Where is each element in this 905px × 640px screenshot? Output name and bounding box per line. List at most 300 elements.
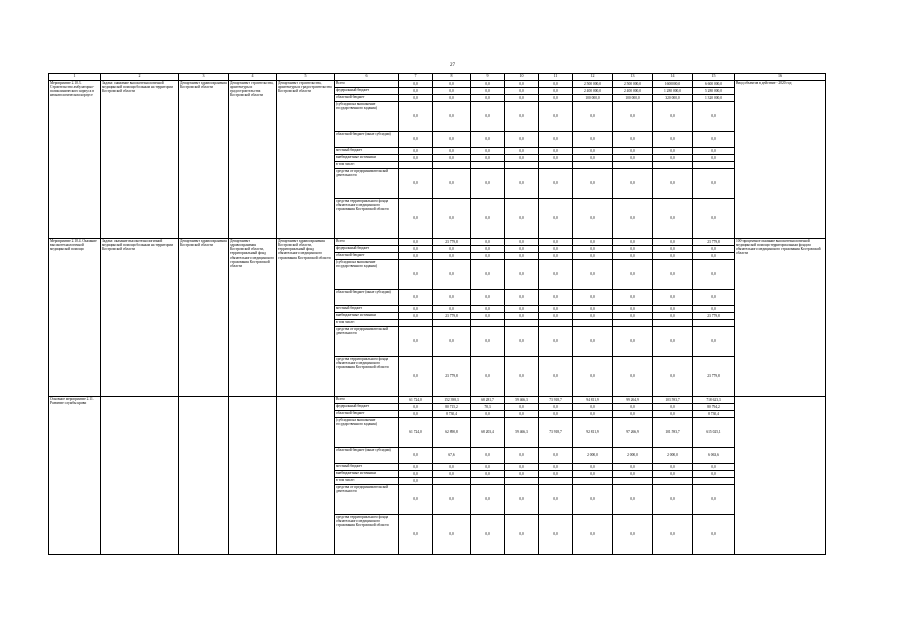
value-cell <box>653 478 693 485</box>
value-cell: 0,0 <box>539 95 573 102</box>
value-cell: 0,0 <box>693 155 735 162</box>
block-3-c2 <box>101 397 179 555</box>
value-cell: 5 280 000,0 <box>693 88 735 95</box>
value-cell: 6 600 000,0 <box>693 81 735 88</box>
value-cell: 0,0 <box>653 515 693 555</box>
funding-source-label: областной бюджет (иные субсидии) <box>335 132 399 148</box>
value-cell: 0,0 <box>399 88 433 95</box>
value-cell: 2 500 000,0 <box>573 81 613 88</box>
funding-source-label: федеральный бюджет <box>335 404 399 411</box>
column-number-10: 10 <box>505 74 539 81</box>
value-cell <box>573 320 613 327</box>
value-cell <box>505 478 539 485</box>
block-3-c4 <box>229 397 277 555</box>
value-cell: 0,0 <box>653 404 693 411</box>
value-cell: 0,0 <box>505 471 539 478</box>
block-1-c5: Департамент строительства, архитектуры и градостроительства Костромской области <box>277 81 335 239</box>
value-cell: 0,0 <box>613 404 653 411</box>
value-cell: 0,0 <box>653 327 693 357</box>
column-number-16: 16 <box>735 74 826 81</box>
value-cell: 62 890,8 <box>433 418 471 448</box>
value-cell: 0,0 <box>505 260 539 290</box>
value-cell: 23 779,8 <box>433 239 471 246</box>
value-cell: 0,0 <box>653 132 693 148</box>
value-cell <box>653 162 693 169</box>
value-cell: 103 593,7 <box>653 397 693 404</box>
value-cell: 0,0 <box>613 148 653 155</box>
value-cell: 6 063,6 <box>693 448 735 464</box>
value-cell: 0,0 <box>653 253 693 260</box>
value-cell: 0,0 <box>471 411 505 418</box>
funding-source-label: средства территориального фонда обязательного медицинского страхования Костромской области <box>335 515 399 555</box>
funding-source-label: Всего <box>335 239 399 246</box>
funding-source-label: областной бюджет <box>335 411 399 418</box>
value-cell: 2 000,0 <box>613 448 653 464</box>
value-cell: 0,0 <box>505 290 539 306</box>
value-cell: 0,0 <box>471 471 505 478</box>
value-cell: 0,0 <box>539 357 573 397</box>
value-cell: 0,0 <box>471 239 505 246</box>
value-cell: 0,0 <box>399 148 433 155</box>
value-cell: 68 203,4 <box>471 418 505 448</box>
value-cell: 2 000,0 <box>653 448 693 464</box>
value-cell: 0,0 <box>693 260 735 290</box>
value-cell: 615 025,1 <box>693 418 735 448</box>
value-cell: 0,0 <box>653 155 693 162</box>
value-cell: 0,0 <box>573 313 613 320</box>
value-cell: 0,0 <box>693 471 735 478</box>
value-cell: 0,0 <box>613 253 653 260</box>
column-number-15: 15 <box>693 74 735 81</box>
value-cell: 0,0 <box>653 246 693 253</box>
value-cell: 61 724,0 <box>399 418 433 448</box>
funding-source-label: средства территориального фонда обязательного медицинского страхования Костромской области <box>335 357 399 397</box>
funding-source-label: областной бюджет <box>335 253 399 260</box>
block-2-c3: Департамент здравоохранения Костромской области <box>179 239 229 397</box>
value-cell: 0,0 <box>433 95 471 102</box>
value-cell: 78,3 <box>471 404 505 411</box>
value-cell: 0,0 <box>539 404 573 411</box>
value-cell: 23 779,8 <box>693 357 735 397</box>
value-cell: 67,6 <box>433 448 471 464</box>
value-cell <box>505 320 539 327</box>
funding-source-label: средства от предпринимательской деятельности <box>335 327 399 357</box>
value-cell: 0,0 <box>399 327 433 357</box>
value-cell: 0,0 <box>613 327 653 357</box>
value-cell: 0,0 <box>471 357 505 397</box>
value-cell: 0,0 <box>573 148 613 155</box>
value-cell: 0,0 <box>471 102 505 132</box>
value-cell: 0,0 <box>613 357 653 397</box>
value-cell: 0,0 <box>653 199 693 239</box>
value-cell: 0,0 <box>653 306 693 313</box>
value-cell: 0,0 <box>693 327 735 357</box>
value-cell: 0,0 <box>505 239 539 246</box>
value-cell: 0,0 <box>573 253 613 260</box>
value-cell: 23 779,8 <box>433 313 471 320</box>
funding-source-label: внебюджетные источники <box>335 471 399 478</box>
block-3-result <box>735 397 826 555</box>
value-cell: 0,0 <box>613 260 653 290</box>
value-cell <box>505 162 539 169</box>
value-cell: 0,0 <box>399 155 433 162</box>
funding-source-label: в том числе: <box>335 478 399 485</box>
value-cell: 0,0 <box>539 464 573 471</box>
block-1-c1: Мероприятие 2.10.3. Строительство амбулаторно-поликлинического корпуса в неонатологическом корпусе <box>49 81 101 239</box>
value-cell: 0,0 <box>613 464 653 471</box>
value-cell: 0,0 <box>539 411 573 418</box>
value-cell: 0,0 <box>653 357 693 397</box>
value-cell: 0,0 <box>505 313 539 320</box>
value-cell: 0,0 <box>539 81 573 88</box>
value-cell: 0,0 <box>505 155 539 162</box>
value-cell: 0,0 <box>539 313 573 320</box>
funding-source-label: внебюджетные источники <box>335 313 399 320</box>
value-cell: 0,0 <box>573 306 613 313</box>
value-cell: 8 730,4 <box>433 411 471 418</box>
value-cell: 0,0 <box>471 169 505 199</box>
funding-source-label: местный бюджет <box>335 148 399 155</box>
block-2-c5: Департамент здравоохранения Костромской области, территориальный фонд обязательного медицинского страхования Костромской области <box>277 239 335 397</box>
value-cell: 0,0 <box>539 199 573 239</box>
value-cell: 0,0 <box>539 88 573 95</box>
value-cell: 0,0 <box>471 148 505 155</box>
value-cell: 0,0 <box>433 246 471 253</box>
value-cell: 0,0 <box>505 95 539 102</box>
value-cell: 0,0 <box>505 169 539 199</box>
value-cell: 0,0 <box>539 148 573 155</box>
value-cell: 101 593,7 <box>653 418 693 448</box>
value-cell: 0,0 <box>399 411 433 418</box>
funding-source-label: федеральный бюджет <box>335 88 399 95</box>
value-cell: 0,0 <box>613 102 653 132</box>
funding-source-label: средства территориального фонда обязательного медицинского страхования Костромской области <box>335 199 399 239</box>
value-cell: 0,0 <box>613 246 653 253</box>
value-cell: 0,0 <box>471 81 505 88</box>
value-cell: 0,0 <box>433 169 471 199</box>
value-cell: 0,0 <box>399 478 433 485</box>
value-cell: 0,0 <box>573 411 613 418</box>
value-cell: 0,0 <box>653 485 693 515</box>
value-cell: 97 266,9 <box>613 418 653 448</box>
value-cell: 0,0 <box>613 239 653 246</box>
value-cell: 0,0 <box>613 485 653 515</box>
value-cell: 80 794,2 <box>693 404 735 411</box>
value-cell: 73 918,7 <box>539 397 573 404</box>
value-cell: 0,0 <box>693 485 735 515</box>
funding-source-label: федеральный бюджет <box>335 246 399 253</box>
value-cell: 0,0 <box>505 253 539 260</box>
column-number-12: 12 <box>573 74 613 81</box>
value-cell: 0,0 <box>505 246 539 253</box>
value-cell: 0,0 <box>693 199 735 239</box>
value-cell <box>693 162 735 169</box>
value-cell: 0,0 <box>573 239 613 246</box>
funding-source-label: Всего <box>335 397 399 404</box>
block-3-c1: Основное мероприятие 2.11. Развитие службы крови <box>49 397 101 555</box>
value-cell: 0,0 <box>471 327 505 357</box>
value-cell: 0,0 <box>399 169 433 199</box>
value-cell: 0,0 <box>539 515 573 555</box>
table-row <box>49 239 826 246</box>
column-number-7: 7 <box>399 74 433 81</box>
value-cell <box>539 478 573 485</box>
value-cell: 0,0 <box>573 260 613 290</box>
block-2-c4: Департамент здравоохранения Костромской области, территориальный фонд обязательного медицинского страхования Костромской области <box>229 239 277 397</box>
value-cell: 0,0 <box>505 81 539 88</box>
value-cell: 0,0 <box>539 169 573 199</box>
value-cell: 0,0 <box>573 199 613 239</box>
value-cell <box>433 320 471 327</box>
value-cell: 0,0 <box>539 246 573 253</box>
page-number: 27 <box>450 63 455 68</box>
block-2-c1: Мероприятие 2.10.4. Оказание высокотехнологичной медицинской помощи <box>49 239 101 397</box>
value-cell: 0,0 <box>693 169 735 199</box>
value-cell: 0,0 <box>653 148 693 155</box>
value-cell: 0,0 <box>399 239 433 246</box>
value-cell: 0,0 <box>471 155 505 162</box>
value-cell: 0,0 <box>399 246 433 253</box>
value-cell: 0,0 <box>433 253 471 260</box>
column-number-3: 3 <box>179 74 229 81</box>
value-cell: 0,0 <box>573 327 613 357</box>
value-cell: 0,0 <box>471 515 505 555</box>
value-cell: 0,0 <box>433 327 471 357</box>
value-cell: 0,0 <box>433 199 471 239</box>
value-cell: 0,0 <box>399 132 433 148</box>
value-cell: 0,0 <box>433 260 471 290</box>
funding-source-label: областной бюджет <box>335 95 399 102</box>
table-body <box>49 81 826 555</box>
value-cell: 0,0 <box>471 464 505 471</box>
value-cell: 0,0 <box>693 290 735 306</box>
value-cell: 0,0 <box>471 260 505 290</box>
value-cell: 0,0 <box>693 132 735 148</box>
value-cell: 0,0 <box>471 485 505 515</box>
funding-source-label: средства от предпринимательской деятельности <box>335 169 399 199</box>
value-cell: 23 779,8 <box>693 313 735 320</box>
value-cell: 152 398,3 <box>433 397 471 404</box>
funding-source-label: (субсидии на выполнение государственного задания) <box>335 102 399 132</box>
value-cell: 0,0 <box>693 464 735 471</box>
value-cell: 0,0 <box>505 306 539 313</box>
funding-source-label: средства от предпринимательской деятельности <box>335 485 399 515</box>
value-cell: 0,0 <box>613 132 653 148</box>
value-cell: 0,0 <box>399 199 433 239</box>
value-cell: 0,0 <box>539 239 573 246</box>
block-3-c5 <box>277 397 335 555</box>
value-cell: 0,0 <box>433 485 471 515</box>
funding-source-label: (субсидии на выполнение государственного задания) <box>335 418 399 448</box>
value-cell: 0,0 <box>505 327 539 357</box>
value-cell <box>433 162 471 169</box>
value-cell <box>539 320 573 327</box>
funding-source-label: областной бюджет (иные субсидии) <box>335 290 399 306</box>
value-cell: 0,0 <box>613 313 653 320</box>
program-table <box>48 73 826 555</box>
value-cell: 0,0 <box>433 148 471 155</box>
value-cell: 2 400 000,0 <box>613 88 653 95</box>
table-row <box>49 397 826 404</box>
block-1-c2: Задача: снижение высокотехнологичной медицинской помощи больным на территории Костромской области <box>101 81 179 239</box>
value-cell: 0,0 <box>399 253 433 260</box>
value-cell: 0,0 <box>573 515 613 555</box>
value-cell: 0,0 <box>433 81 471 88</box>
value-cell: 0,0 <box>505 357 539 397</box>
block-2-result: 100-процентное оказание высокотехнологичной медицинской помощи территориальным фондом обязательного медицинского страхования Костромской области <box>735 239 826 397</box>
value-cell: 0,0 <box>653 411 693 418</box>
value-cell: 0,0 <box>433 102 471 132</box>
value-cell: 0,0 <box>539 102 573 132</box>
value-cell: 0,0 <box>613 199 653 239</box>
value-cell: 2 500 000,0 <box>613 81 653 88</box>
value-cell: 0,0 <box>653 169 693 199</box>
value-cell: 0,0 <box>613 169 653 199</box>
column-number-2: 2 <box>101 74 179 81</box>
value-cell: 0,0 <box>471 306 505 313</box>
funding-source-label: местный бюджет <box>335 306 399 313</box>
value-cell: 0,0 <box>539 260 573 290</box>
value-cell: 73 918,7 <box>539 418 573 448</box>
value-cell: 320 000,0 <box>653 95 693 102</box>
value-cell: 0,0 <box>471 253 505 260</box>
value-cell: 0,0 <box>399 357 433 397</box>
value-cell: 0,0 <box>539 448 573 464</box>
funding-source-label: в том числе: <box>335 162 399 169</box>
value-cell: 0,0 <box>573 404 613 411</box>
value-cell: 0,0 <box>471 313 505 320</box>
value-cell: 23 779,8 <box>693 239 735 246</box>
value-cell: 0,0 <box>433 306 471 313</box>
value-cell: 0,0 <box>539 253 573 260</box>
value-cell: 0,0 <box>573 102 613 132</box>
value-cell: 0,0 <box>573 357 613 397</box>
value-cell: 0,0 <box>399 515 433 555</box>
value-cell: 23 779,8 <box>433 357 471 397</box>
block-2-c2: Задача: оказание высокотехнологичной медицинской помощи больным на территории Костромской области <box>101 239 179 397</box>
value-cell: 0,0 <box>433 471 471 478</box>
value-cell <box>653 320 693 327</box>
value-cell: 0,0 <box>573 464 613 471</box>
value-cell: 92 811,9 <box>573 418 613 448</box>
value-cell: 0,0 <box>505 448 539 464</box>
value-cell: 0,0 <box>399 464 433 471</box>
value-cell: 0,0 <box>433 290 471 306</box>
value-cell: 0,0 <box>653 313 693 320</box>
value-cell: 0,0 <box>399 313 433 320</box>
value-cell: 2 000,0 <box>573 448 613 464</box>
value-cell: 0,0 <box>573 290 613 306</box>
value-cell: 99 264,9 <box>613 397 653 404</box>
value-cell: 0,0 <box>471 88 505 95</box>
value-cell: 0,0 <box>573 155 613 162</box>
value-cell: 0,0 <box>653 102 693 132</box>
value-cell: 0,0 <box>433 88 471 95</box>
value-cell: 0,0 <box>693 102 735 132</box>
value-cell: 0,0 <box>693 246 735 253</box>
column-number-11: 11 <box>539 74 573 81</box>
column-number-8: 8 <box>433 74 471 81</box>
value-cell: 0,0 <box>505 411 539 418</box>
value-cell: 0,0 <box>693 515 735 555</box>
value-cell: 0,0 <box>505 88 539 95</box>
funding-source-label: Всего <box>335 81 399 88</box>
column-number-13: 13 <box>613 74 653 81</box>
value-cell: 0,0 <box>505 132 539 148</box>
value-cell: 2 400 000,0 <box>573 88 613 95</box>
column-number-9: 9 <box>471 74 505 81</box>
value-cell: 94 811,9 <box>573 397 613 404</box>
value-cell <box>471 162 505 169</box>
value-cell <box>399 320 433 327</box>
column-number-4: 4 <box>229 74 277 81</box>
value-cell: 718 623,3 <box>693 397 735 404</box>
value-cell: 0,0 <box>399 471 433 478</box>
value-cell: 0,0 <box>505 148 539 155</box>
value-cell: 0,0 <box>653 260 693 290</box>
value-cell <box>573 162 613 169</box>
value-cell: 0,0 <box>433 155 471 162</box>
funding-source-label: областной бюджет (иные субсидии) <box>335 448 399 464</box>
value-cell: 0,0 <box>573 169 613 199</box>
funding-source-label: местный бюджет <box>335 464 399 471</box>
value-cell: 8 730,4 <box>693 411 735 418</box>
value-cell: 0,0 <box>399 102 433 132</box>
value-cell: 0,0 <box>399 290 433 306</box>
value-cell: 68 281,7 <box>471 397 505 404</box>
value-cell: 0,0 <box>399 404 433 411</box>
value-cell: 0,0 <box>471 199 505 239</box>
value-cell: 0,0 <box>539 290 573 306</box>
value-cell: 0,0 <box>399 81 433 88</box>
column-number-1: 1 <box>49 74 101 81</box>
block-3-c3 <box>179 397 229 555</box>
value-cell: 0,0 <box>471 246 505 253</box>
column-number-6: 6 <box>335 74 399 81</box>
value-cell: 0,0 <box>399 95 433 102</box>
value-cell <box>539 162 573 169</box>
value-cell: 0,0 <box>539 155 573 162</box>
value-cell: 0,0 <box>573 471 613 478</box>
value-cell: 61 724,0 <box>399 397 433 404</box>
value-cell: 0,0 <box>653 471 693 478</box>
value-cell: 0,0 <box>505 485 539 515</box>
column-number-14: 14 <box>653 74 693 81</box>
value-cell: 0,0 <box>399 485 433 515</box>
value-cell: 0,0 <box>573 132 613 148</box>
value-cell: 0,0 <box>505 515 539 555</box>
value-cell: 0,0 <box>613 515 653 555</box>
value-cell <box>471 320 505 327</box>
value-cell <box>613 320 653 327</box>
value-cell: 0,0 <box>613 411 653 418</box>
value-cell <box>471 478 505 485</box>
value-cell <box>693 320 735 327</box>
value-cell: 1600000,0 <box>653 81 693 88</box>
value-cell: 1 280 000,0 <box>653 88 693 95</box>
block-1-result: Ввод объектов в действие - 2020 год <box>735 81 826 239</box>
column-number-5: 5 <box>277 74 335 81</box>
value-cell: 0,0 <box>613 290 653 306</box>
value-cell: 100 000,0 <box>573 95 613 102</box>
value-cell: 0,0 <box>653 464 693 471</box>
value-cell: 0,0 <box>613 471 653 478</box>
column-number-row <box>49 74 826 81</box>
value-cell: 0,0 <box>653 290 693 306</box>
value-cell: 0,0 <box>399 448 433 464</box>
value-cell: 100 000,0 <box>613 95 653 102</box>
table-row <box>49 81 826 88</box>
